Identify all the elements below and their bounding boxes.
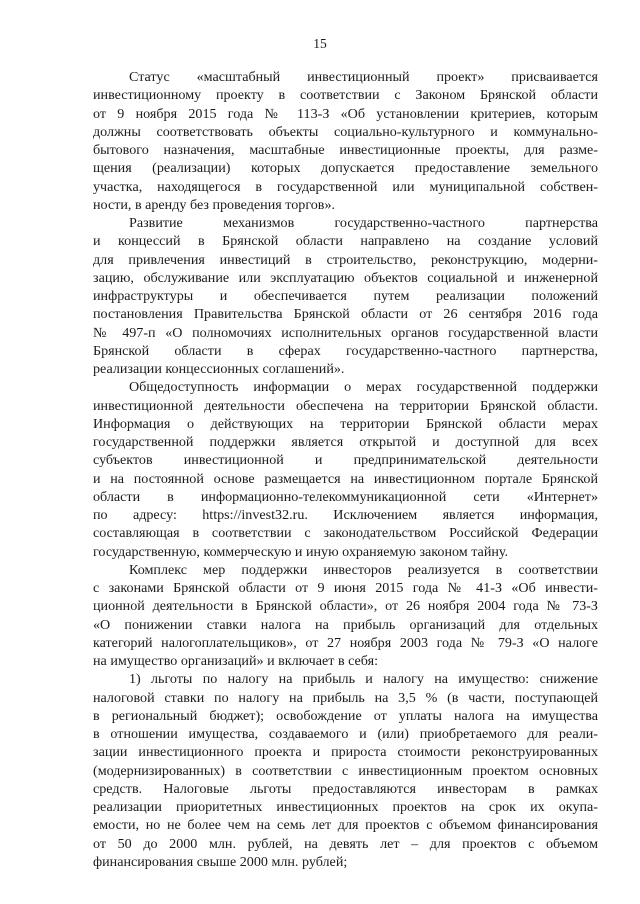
text-line: бытового назначения, масштабные инвестиционные проекты, для разме-: [93, 142, 598, 158]
text-line: финансирования свыше 2000 млн. рублей;: [93, 853, 348, 870]
text-line: (модернизированных) в соответствии с инвестиционным проектом основных: [93, 762, 598, 779]
text-line: зации инвестиционного проекта и прироста стоимости реконструированных: [93, 744, 598, 761]
text-line: реализации концессионных соглашений».: [93, 361, 345, 377]
text-line: с законами Брянской области от 9 июня 2015 года № 41-З «Об инвести-: [93, 580, 598, 596]
text-line: должны соответствовать объекты социально-культурного и коммунально-: [93, 123, 598, 140]
text-line: Брянской области в сферах государственно-частного партнерства,: [93, 342, 598, 359]
text-line: ционной деятельности в Брянской области», от 26 ноября 2004 года № 73-З: [93, 598, 598, 615]
text-line: средств. Налоговые льготы предоставляются инвесторам в рамках: [93, 780, 598, 797]
text-line: реализации приоритетных инвестиционных проектов на срок их окупа-: [93, 799, 598, 815]
text-line: от 9 ноября 2015 года № 113-З «Об установлении критериев, которым: [93, 105, 598, 122]
text-line: составляющая в соответствии с законодательством Российской Федерации: [93, 525, 598, 542]
text-line: в отношении имущества, создаваемого и (или) приобретаемого для реали-: [93, 726, 598, 742]
text-line: ности, в аренду без проведения торгов».: [93, 196, 336, 213]
text-line: постановления Правительства Брянской области от 26 сентября 2016 года: [93, 306, 598, 323]
text-line: емости, но не более чем на семь лет для проектов с объемом финансирования: [93, 817, 598, 834]
paragraph: [93, 214, 598, 378]
paragraph: [93, 68, 598, 214]
text-line: № 497-п «О полномочиях исполнительных органов государственной власти: [93, 324, 598, 341]
text-line: для привлечения инвестиций в строительство, реконструкцию, модерни-: [93, 251, 598, 268]
text-line: области в информационно-телекоммуникационной сети «Интернет»: [93, 488, 598, 505]
text-line: налоговой ставки по налогу на прибыль на 3,5 % (в части, поступающей: [93, 689, 598, 706]
text-line: 1) льготы по налогу на прибыль и налогу на имущество: снижение: [129, 671, 598, 688]
text-line: инвестиционному проекту в соответствии с Законом Брянской области: [93, 87, 598, 104]
text-line: государственную, коммерческую и иную охраняемую законом тайну.: [93, 543, 509, 560]
text-line: субъектов инвестиционной и предпринимательской деятельности: [93, 452, 598, 469]
text-line: по адресу: https://invest32.ru. Исключением является информация,: [93, 507, 598, 523]
text-line: Статус «масштабный инвестиционный проект» присваивается: [129, 69, 598, 85]
text-line: Комплекс мер поддержки инвесторов реализуется в соответствии: [129, 561, 598, 578]
text-line: на имущество организаций» и включает в себя:: [93, 653, 379, 669]
text-line: участка, находящегося в государственной или муниципальной собствен-: [93, 178, 598, 195]
paragraph: [93, 670, 598, 871]
text-line: Общедоступность информации о мерах государственной поддержки: [129, 379, 598, 396]
text-line: Развитие механизмов государственно-частного партнерства: [129, 215, 598, 231]
text-line: категорий налогоплательщиков», от 27 ноября 2003 года № 79-З «О налоге: [93, 634, 598, 651]
text-line: инвестиционной деятельности обеспечена на территории Брянской области.: [93, 397, 598, 414]
body-text: [93, 68, 598, 871]
paragraph: [93, 561, 598, 671]
text-line: Информация о действующих на территории Брянской области мерах: [93, 415, 598, 432]
text-line: и концессий в Брянской области направлено на создание условий: [93, 233, 598, 250]
text-line: щения (реализации) которых допускается предоставление земельного: [93, 160, 598, 177]
text-line: инфраструктуры и обеспечивается путем реализации положений: [93, 288, 598, 304]
text-line: от 50 до 2000 млн. рублей, на девять лет – для проектов с объемом: [93, 835, 598, 852]
page-number: 15: [313, 36, 327, 51]
text-line: «О понижении ставки налога на прибыль организаций для отдельных: [93, 616, 598, 633]
paragraph: [93, 378, 598, 561]
text-line: зацию, обслуживание или эксплуатацию объектов социальной и инженерной: [93, 269, 598, 286]
text-line: в региональный бюджет); освобождение от уплаты налога на имущества: [93, 707, 598, 724]
text-line: государственной поддержки является открытой и доступной для всех: [93, 434, 598, 450]
text-line: и на постоянной основе размещается на инвестиционном портале Брянской: [93, 470, 598, 487]
